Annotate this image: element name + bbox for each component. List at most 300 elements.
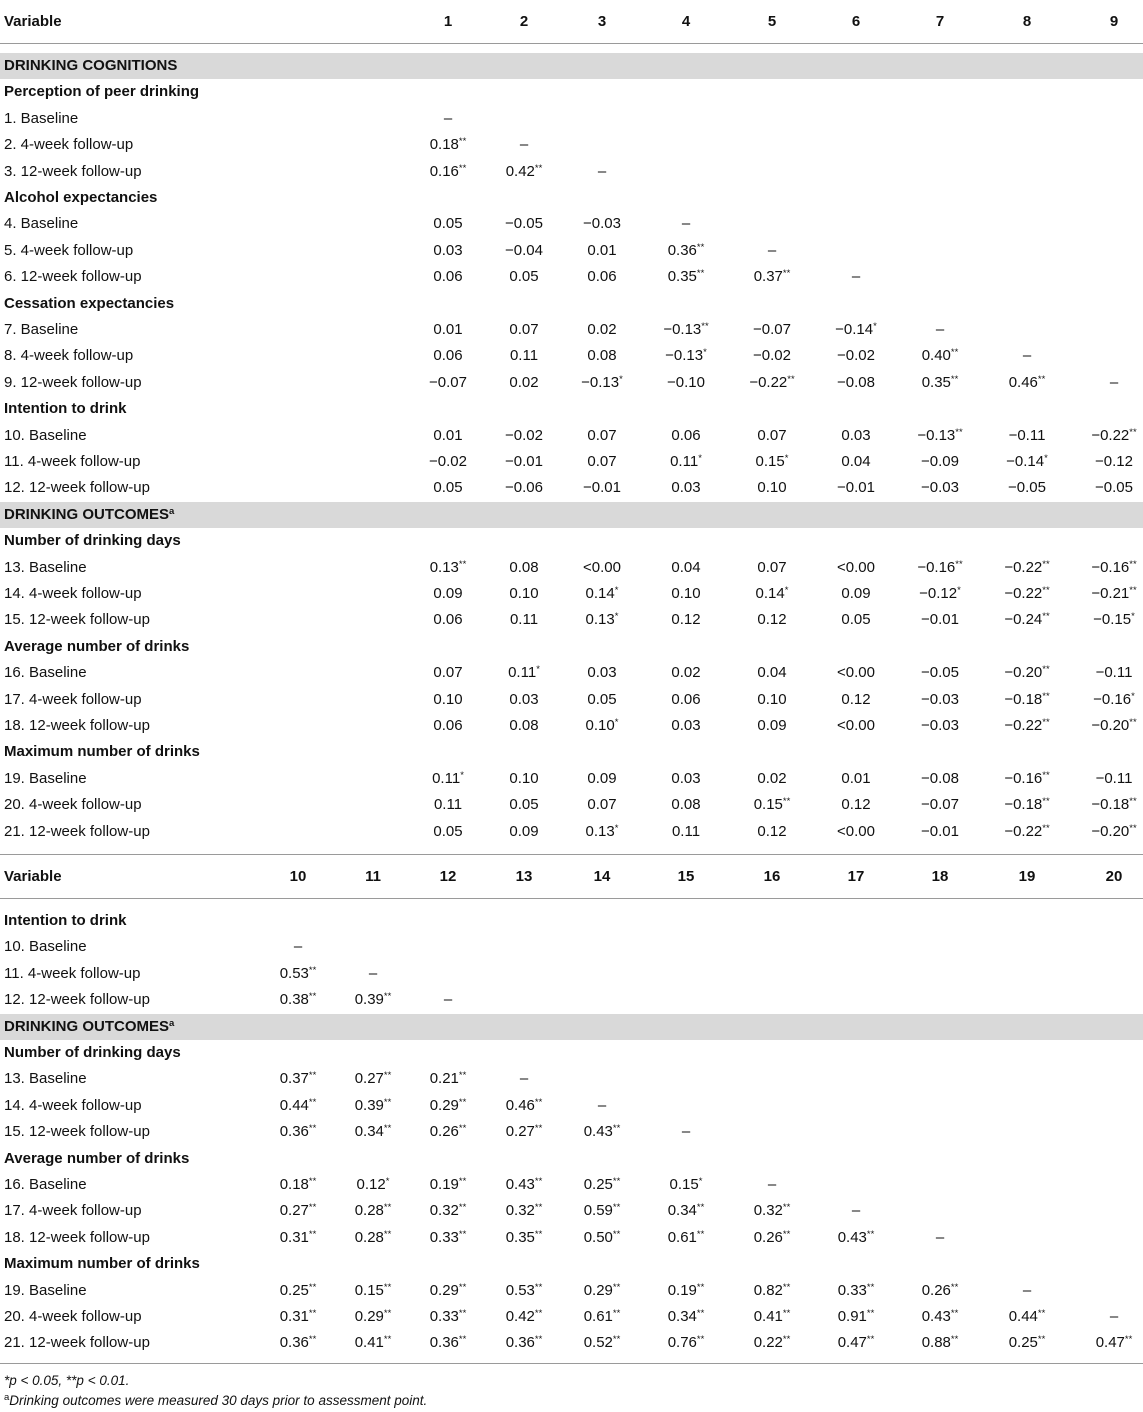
table-cell: 0.14* [585, 585, 619, 602]
table-cell: – [519, 136, 529, 154]
table-cell: 0.07 [509, 321, 539, 338]
header-col-11: 11 [365, 868, 381, 885]
table-cell: 0.38** [279, 991, 317, 1009]
significance-marker: ** [1129, 822, 1137, 834]
row-label: 11. 4-week follow-up [4, 964, 141, 982]
table-cell: 0.11* [670, 453, 702, 470]
table-row [0, 1304, 1143, 1330]
subsection-header [0, 396, 1143, 422]
table-cell: 0.13** [429, 558, 467, 576]
row-label: Average number of drinks [4, 637, 190, 655]
header-col-6: 6 [851, 13, 861, 30]
row-label: Cessation expectancies [4, 294, 175, 312]
significance-marker: ** [782, 1308, 791, 1319]
table-row [0, 961, 1143, 987]
significance-marker: ** [612, 1176, 621, 1187]
table-cell: 0.18** [429, 136, 467, 154]
table-cell: 0.15** [753, 796, 791, 814]
table-cell: 0.41** [753, 1308, 791, 1325]
significance-marker: ** [458, 1308, 467, 1319]
significance-marker: ** [1129, 426, 1137, 438]
table-cell: 0.02 [671, 664, 701, 682]
significance-marker: ** [1042, 664, 1050, 676]
table-cell: 0.07 [433, 664, 463, 682]
table-cell: 0.03 [841, 426, 871, 444]
significance-marker: ** [696, 1281, 705, 1293]
header-col-9: 9 [1109, 13, 1119, 30]
table-cell: 0.05 [587, 690, 617, 708]
significance-marker: ** [308, 1096, 317, 1108]
significance-marker: ** [950, 1308, 959, 1319]
table-cell: 0.05 [509, 268, 539, 286]
row-label: 10. Baseline [4, 938, 87, 956]
table-cell: 0.76** [667, 1334, 705, 1352]
row-label: Perception of peer drinking [4, 83, 200, 101]
table-cell: 0.06 [433, 717, 463, 734]
table-cell: −0.02 [505, 426, 543, 444]
significance-marker: ** [458, 1096, 467, 1108]
significance-marker: ** [534, 1228, 543, 1240]
significance-marker: ** [383, 1123, 392, 1135]
significance-marker: ** [787, 373, 795, 385]
table-cell: 0.18** [279, 1176, 317, 1193]
table-cell: 0.25** [583, 1176, 621, 1193]
table-cell: 0.08 [587, 347, 617, 365]
table-cell: 0.61** [667, 1228, 705, 1246]
table-cell: 0.27** [354, 1070, 392, 1088]
table-cell: 0.08 [509, 717, 539, 734]
table-row [0, 1225, 1143, 1251]
significance-marker: * [698, 453, 702, 464]
table-cell: 0.08 [509, 558, 539, 576]
row-label: Maximum number of drinks [4, 743, 200, 761]
significance-marker: ** [612, 1123, 621, 1135]
table-cell: 0.37** [279, 1070, 317, 1088]
significance-marker: ** [458, 162, 467, 174]
significance-marker: ** [534, 1202, 543, 1214]
table-cell: <0.00 [583, 558, 621, 576]
row-label: Alcohol expectancies [4, 189, 158, 206]
row-label: 9. 12-week follow-up [4, 373, 142, 391]
significance-marker: ** [696, 1228, 705, 1240]
row-label: 16. Baseline [4, 664, 87, 682]
table-cell: −0.20** [1091, 822, 1137, 840]
table-cell: 0.22** [753, 1334, 791, 1352]
row-label: 14. 4-week follow-up [4, 1096, 142, 1114]
table-cell: 0.07 [757, 426, 787, 444]
table-cell: 0.03 [671, 479, 701, 497]
table-cell: −0.09 [921, 453, 959, 470]
table-cell: 0.36** [505, 1334, 543, 1352]
section-header [0, 1014, 1143, 1040]
table-cell: 0.27** [505, 1123, 543, 1141]
table-cell: – [1022, 347, 1032, 365]
significance-marker: ** [1129, 585, 1137, 596]
table-cell: −0.01 [837, 479, 875, 497]
table-cell: −0.16** [1091, 558, 1137, 576]
table-cell: 0.12 [757, 822, 787, 840]
significance-marker: * [698, 1176, 703, 1187]
table-cell: 0.11 [509, 611, 539, 629]
significance-marker: ** [950, 347, 959, 359]
table-cell: −0.14* [835, 321, 877, 338]
table-rule [0, 43, 1143, 44]
table-header-row [0, 9, 1143, 35]
table-cell: 0.43** [837, 1228, 875, 1246]
table-cell: −0.01 [921, 822, 959, 840]
significance-marker: ** [1042, 558, 1050, 570]
significance-marker: ** [955, 426, 963, 438]
table-cell: −0.12* [919, 585, 961, 602]
table-cell: 0.10 [757, 479, 787, 497]
table-cell: 0.32** [429, 1202, 467, 1220]
table-cell: 0.29** [429, 1281, 467, 1299]
significance-marker: ** [1037, 1308, 1046, 1319]
table-cell: −0.10 [667, 373, 705, 391]
table-rule [0, 854, 1143, 855]
table-cell: 0.35** [921, 373, 959, 391]
footnote-drinking-outcomes: $^a$Drinking outcomes were measured 30 days prior to assessment point. [4, 1392, 428, 1408]
table-cell: 0.29** [583, 1281, 621, 1299]
row-label: 4. Baseline [4, 215, 79, 233]
header-col-20: 20 [1105, 868, 1123, 885]
header-col-2: 2 [519, 13, 529, 30]
row-label: 6. 12-week follow-up [4, 268, 142, 286]
table-cell: <0.00 [837, 822, 875, 840]
significance-marker: ** [534, 1176, 543, 1187]
significance-marker: * [873, 321, 877, 332]
table-cell: −0.11 [1008, 426, 1046, 444]
table-cell: 0.25** [279, 1281, 317, 1299]
table-cell: – [519, 1070, 529, 1088]
significance-marker: ** [308, 1281, 317, 1293]
row-label: 16. Baseline [4, 1176, 87, 1193]
row-label: 13. Baseline [4, 558, 87, 576]
row-label: DRINKING COGNITIONS [4, 57, 178, 74]
row-label: 19. Baseline [4, 769, 87, 787]
significance-marker: ** [534, 1308, 543, 1319]
significance-marker: ** [1042, 717, 1050, 728]
significance-marker: * [703, 347, 707, 359]
significance-marker: ** [1129, 717, 1137, 728]
table-cell: 0.01 [433, 426, 463, 444]
table-cell: 0.07 [587, 426, 617, 444]
row-label: Average number of drinks [4, 1149, 190, 1167]
significance-marker: ** [383, 991, 392, 1003]
significance-marker: ** [612, 1202, 621, 1214]
table-cell: 0.05 [509, 796, 539, 814]
table-cell: 0.42** [505, 162, 543, 180]
table-cell: 0.19** [667, 1281, 705, 1299]
table-row [0, 713, 1143, 739]
table-cell: 0.82** [753, 1281, 791, 1299]
table-cell: – [1022, 1281, 1032, 1299]
significance-marker: * [1044, 453, 1048, 464]
row-label: 21. 12-week follow-up [4, 1334, 150, 1352]
table-cell: −0.20** [1004, 664, 1050, 682]
section-header [0, 502, 1143, 528]
table-cell: 0.43** [583, 1123, 621, 1141]
header-variable: Variable [4, 868, 62, 885]
table-cell: 0.29** [354, 1308, 392, 1325]
row-label: 17. 4-week follow-up [4, 690, 142, 708]
row-label: 2. 4-week follow-up [4, 136, 134, 154]
significance-marker: ** [696, 241, 705, 253]
table-cell: −0.21** [1091, 585, 1137, 602]
table-cell: −0.22** [1004, 822, 1050, 840]
table-cell: 0.34** [667, 1308, 705, 1325]
subsection-header [0, 634, 1143, 660]
table-cell: 0.06 [433, 268, 463, 286]
table-cell: 0.05 [841, 611, 871, 629]
table-cell: – [851, 268, 861, 286]
significance-marker: ** [1124, 1334, 1133, 1346]
table-cell: 0.07 [587, 453, 617, 470]
significance-marker: ** [1037, 1334, 1046, 1346]
significance-marker: ** [458, 1123, 467, 1135]
table-rule [0, 898, 1143, 899]
significance-marker: ** [782, 268, 791, 280]
row-label: 14. 4-week follow-up [4, 585, 142, 602]
subsection-header [0, 291, 1143, 317]
significance-marker: ** [458, 1334, 467, 1346]
table-cell: 0.47** [1095, 1334, 1133, 1352]
table-cell: 0.02 [587, 321, 617, 338]
significance-marker: ** [308, 1176, 317, 1187]
significance-marker: * [957, 585, 961, 596]
table-cell: −0.24** [1004, 611, 1050, 629]
significance-marker: * [614, 585, 619, 596]
table-cell: – [935, 1228, 945, 1246]
significance-marker: ** [612, 1308, 621, 1319]
significance-marker: ** [308, 991, 317, 1003]
table-cell: – [1109, 1308, 1119, 1325]
table-cell: – [767, 1176, 777, 1193]
header-col-8: 8 [1022, 13, 1032, 30]
significance-marker: * [614, 717, 619, 728]
table-cell: 0.31** [279, 1228, 317, 1246]
table-cell: −0.01 [505, 453, 543, 470]
table-cell: −0.20** [1091, 717, 1137, 734]
table-cell: −0.18** [1004, 796, 1050, 814]
table-row [0, 370, 1143, 396]
header-col-5: 5 [767, 13, 777, 30]
significance-marker: ** [955, 558, 963, 570]
row-label: 17. 4-week follow-up [4, 1202, 142, 1220]
table-cell: 0.12* [356, 1176, 390, 1193]
row-label: 15. 12-week follow-up [4, 1123, 150, 1141]
table-cell: 0.28** [354, 1202, 392, 1220]
significance-marker: ** [534, 1096, 543, 1108]
significance-marker: * [619, 373, 623, 385]
table-cell: 0.01 [433, 321, 463, 338]
significance-marker: * [460, 769, 464, 781]
table-cell: 0.32** [505, 1202, 543, 1220]
significance-marker: ** [308, 1123, 317, 1135]
table-cell: 0.26** [921, 1281, 959, 1299]
table-cell: 0.05 [433, 215, 463, 233]
row-label: 12. 12-week follow-up [4, 991, 150, 1009]
footnote-marker: a [4, 1392, 10, 1403]
significance-marker: ** [612, 1281, 621, 1293]
table-cell: −0.05 [921, 664, 959, 682]
table-row [0, 607, 1143, 633]
table-row [0, 475, 1143, 501]
table-cell: 0.04 [841, 453, 871, 470]
table-row [0, 1066, 1143, 1092]
table-cell: 0.03 [587, 664, 617, 682]
table-cell: 0.34** [667, 1202, 705, 1220]
table-cell: −0.07 [753, 321, 791, 338]
table-row [0, 317, 1143, 343]
row-label: 7. Baseline [4, 321, 79, 338]
significance-marker: ** [308, 1070, 317, 1082]
table-row [0, 1278, 1143, 1304]
significance-marker: ** [612, 1228, 621, 1240]
table-cell: 0.02 [757, 769, 787, 787]
significance-marker: * [614, 611, 619, 623]
table-cell: – [443, 109, 453, 127]
significance-marker: ** [1042, 796, 1050, 808]
table-rule [0, 1363, 1143, 1364]
significance-marker: ** [458, 1176, 467, 1187]
table-cell: 0.12 [841, 796, 871, 814]
table-cell: 0.03 [433, 241, 463, 259]
header-col-17: 17 [847, 868, 865, 885]
significance-marker: ** [1042, 611, 1050, 623]
row-label: 11. 4-week follow-up [4, 453, 141, 470]
table-cell: 0.43** [921, 1308, 959, 1325]
table-cell: 0.16** [429, 162, 467, 180]
significance-marker: ** [866, 1228, 875, 1240]
significance-marker: ** [458, 1202, 467, 1214]
row-label: 19. Baseline [4, 1281, 87, 1299]
significance-marker: ** [866, 1281, 875, 1293]
subsection-header [0, 1251, 1143, 1277]
table-cell: 0.46** [505, 1096, 543, 1114]
significance-marker: ** [534, 1123, 543, 1135]
table-cell: 0.26** [753, 1228, 791, 1246]
subsection-header [0, 528, 1143, 554]
row-label: Number of drinking days [4, 1044, 181, 1061]
table-cell: −0.16* [1093, 690, 1135, 708]
table-cell: −0.02 [753, 347, 791, 365]
table-cell: 0.33** [429, 1228, 467, 1246]
significance-marker: ** [782, 796, 791, 808]
significance-marker: ** [696, 1202, 705, 1214]
significance-marker: ** [1042, 769, 1050, 781]
table-cell: 0.04 [671, 558, 701, 576]
table-cell: 0.28** [354, 1228, 392, 1246]
table-cell: 0.15** [354, 1281, 392, 1299]
table-cell: 0.03 [509, 690, 539, 708]
table-cell: −0.01 [921, 611, 959, 629]
significance-marker: ** [308, 1202, 317, 1214]
table-cell: 0.03 [671, 769, 701, 787]
significance-marker: ** [1042, 690, 1050, 702]
table-cell: 0.33** [837, 1281, 875, 1299]
table-row [0, 343, 1143, 369]
table-cell: −0.22** [1004, 585, 1050, 602]
row-label: 1. Baseline [4, 109, 79, 127]
table-cell: 0.44** [1008, 1308, 1046, 1325]
table-cell: 0.10 [509, 585, 539, 602]
header-col-4: 4 [681, 13, 691, 30]
header-col-16: 16 [763, 868, 781, 885]
row-label: 3. 12-week follow-up [4, 162, 142, 180]
table-cell: 0.19** [429, 1176, 467, 1193]
table-cell: 0.35** [667, 268, 705, 286]
table-cell: −0.18** [1091, 796, 1137, 814]
table-cell: 0.31** [279, 1308, 317, 1325]
significance-marker: ** [383, 1070, 392, 1082]
table-cell: 0.06 [587, 268, 617, 286]
table-cell: 0.10* [585, 717, 619, 734]
table-cell: −0.03 [583, 215, 621, 233]
subsection-header [0, 739, 1143, 765]
table-cell: 0.36** [279, 1334, 317, 1352]
table-cell: 0.05 [433, 822, 463, 840]
table-cell: −0.16** [917, 558, 963, 576]
table-cell: 0.61** [583, 1308, 621, 1325]
table-cell: −0.22** [1091, 426, 1137, 444]
table-cell: – [597, 1096, 607, 1114]
subsection-header [0, 908, 1143, 934]
table-cell: 0.36** [667, 241, 705, 259]
table-cell: −0.14* [1006, 453, 1048, 470]
significance-marker: ** [782, 1334, 791, 1346]
table-row [0, 106, 1143, 132]
table-cell: −0.11 [1095, 664, 1133, 682]
significance-marker: ** [308, 1334, 317, 1346]
table-row [0, 660, 1143, 686]
table-cell: 0.91** [837, 1308, 875, 1325]
header-col-10: 10 [289, 868, 307, 885]
table-cell: −0.05 [1008, 479, 1046, 497]
table-cell: −0.05 [1095, 479, 1133, 497]
table-cell: – [443, 991, 453, 1009]
significance-marker: ** [308, 964, 317, 976]
table-cell: 0.14* [755, 585, 789, 602]
table-row [0, 581, 1143, 607]
table-cell: 0.35** [505, 1228, 543, 1246]
table-cell: −0.22** [1004, 717, 1050, 734]
table-cell: 0.15* [755, 453, 789, 470]
header-col-1: 1 [443, 13, 453, 30]
table-cell: 0.06 [433, 347, 463, 365]
table-cell: 0.41** [354, 1334, 392, 1352]
table-cell: 0.09 [841, 585, 871, 602]
table-row [0, 987, 1143, 1013]
table-cell: 0.53** [279, 964, 317, 982]
table-cell: 0.10 [757, 690, 787, 708]
table-cell: −0.11 [1095, 769, 1133, 787]
table-cell: 0.06 [671, 426, 701, 444]
table-cell: 0.25** [1008, 1334, 1046, 1352]
table-cell: −0.13** [663, 321, 709, 338]
table-cell: 0.06 [671, 690, 701, 708]
table-cell: 0.12 [841, 690, 871, 708]
significance-marker: * [614, 822, 619, 834]
row-label: 20. 4-week follow-up [4, 796, 142, 814]
table-cell: −0.05 [505, 215, 543, 233]
table-row [0, 211, 1143, 237]
table-cell: −0.01 [583, 479, 621, 497]
table-cell: 0.02 [509, 373, 539, 391]
significance-marker: ** [782, 1202, 791, 1214]
table-row [0, 934, 1143, 960]
table-cell: 0.09 [433, 585, 463, 602]
